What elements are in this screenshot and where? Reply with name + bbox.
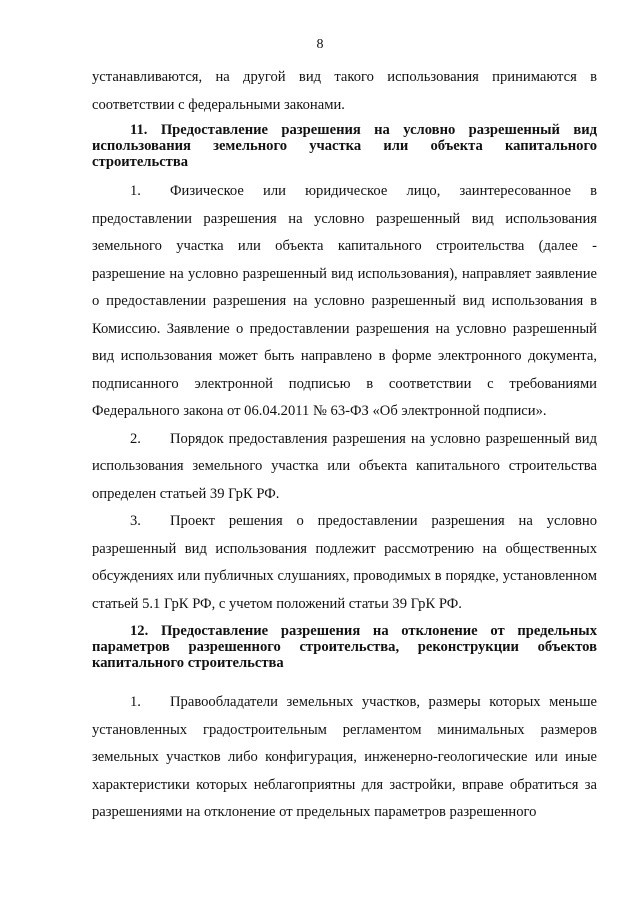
page-number: 8 [316, 37, 324, 52]
section-12-heading: 12. Предоставление разрешения на отклонение от предельных параметров разрешенного строительства, реконструкции объектов капитального строительства [92, 623, 597, 671]
section-11-item-3 [92, 508, 597, 618]
item-text: Физическое или юридическое лицо, заинтересованное в предоставлении разрешения на условно разрешенный вид использования земельного участка или объекта капитального строительства (далее - разрешение на условно разрешенный вид использования), направляет заявление о предоставлении разрешения на условно разрешенный вид использования в Комиссию. Заявление о предоставлении разрешения на условно разрешенный вид использования может быть направлено в форме электронного документа, подписанного электронной подписью в соответствии с требованиями Федерального закона от 06.04.2011 № 63-ФЗ «Об электронной подписи». [92, 183, 597, 419]
section-11-item-1 [92, 178, 597, 426]
item-text: Проект решения о предоставлении разрешения на условно разрешенный вид использования подлежит рассмотрению на общественных обсуждениях или публичных слушаниях, проводимых в порядке, установленном статьей 5.1 ГрК РФ, с учетом положений статьи 39 ГрК РФ. [92, 513, 597, 612]
item-text: Порядок предоставления разрешения на условно разрешенный вид использования земельного участка или объекта капитального строительства определен статьей 39 ГрК РФ. [92, 430, 597, 502]
item-text: Правообладатели земельных участков, размеры которых меньше установленных градостроительным регламентом минимальных размеров земельных участков либо конфигурация, инженерно-геологические или иные характеристики которых неблагоприятны для застройки, вправе обратиться за разрешениями на отклонение от предельных параметров разрешенного [92, 694, 597, 820]
item-number: 1. [130, 183, 141, 199]
item-number: 3. [130, 513, 141, 529]
section-11-item-2 [92, 426, 597, 509]
section-11-heading: 11. Предоставление разрешения на условно разрешенный вид использования земельного участка или объекта капитального строительства [92, 122, 597, 170]
page-content [92, 64, 597, 827]
section-12-item-1 [92, 689, 597, 827]
intro-paragraph: устанавливаются, на другой вид такого использования принимаются в соответствии с федеральными законами. [92, 69, 597, 113]
item-number: 1. [130, 694, 141, 710]
item-number: 2. [130, 430, 141, 447]
